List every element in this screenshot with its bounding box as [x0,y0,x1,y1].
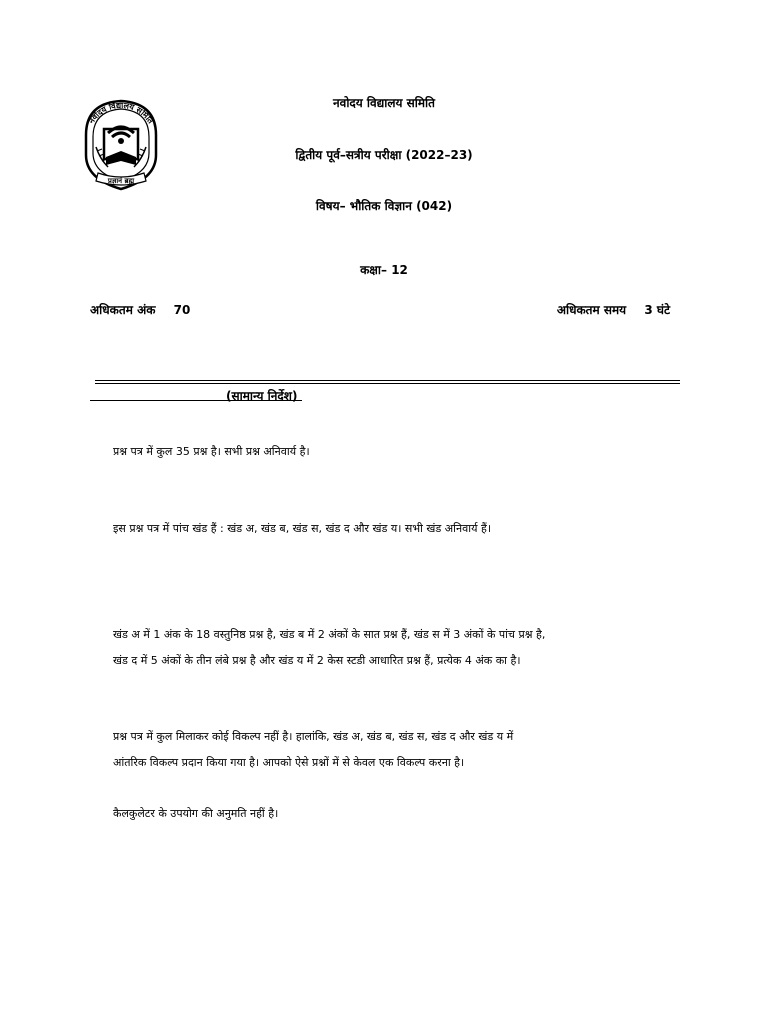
instruction-paragraph [113,801,673,827]
class-title: कक्षा– 12 [360,263,408,277]
max-time [557,301,670,318]
double-rule-bottom [95,383,680,384]
max-marks-label: अधिकतम अंक [90,303,156,317]
instruction-paragraph [113,516,673,542]
instruction-text: खंड द में 5 अंकों के तीन लंबे प्रश्न है और खंड य में 2 केस स्टडी आधारित प्रश्न हैं, प्रत्येक 4 अंक का है। [113,654,521,667]
instruction-paragraph [113,622,673,674]
instruction-text: कैलकुलेटर के उपयोग की अनुमति नहीं है। [113,807,279,820]
max-marks [90,301,190,318]
instructions-heading: (सामान्य निर्देश) [226,389,298,403]
instruction-text: प्रश्न पत्र में कुल मिलाकर कोई विकल्प नहीं है। हालांकि, खंड अ, खंड ब, खंड स, खंड द और खंड य में [113,730,514,743]
instruction-paragraph [113,724,673,776]
instruction-text: प्रश्न पत्र में कुल 35 प्रश्न है। सभी प्रश्न अनिवार्य है। [113,445,310,458]
max-marks-value: 70 [173,303,191,317]
instruction-text: इस प्रश्न पत्र में पांच खंड हैं : खंड अ, खंड ब, खंड स, खंड द और खंड य। सभी खंड अनिवार्य हैं। [113,522,491,535]
instruction-paragraph [113,439,673,465]
exam-title: द्वितीय पूर्व–सत्रीय परीक्षा (2022–23) [295,148,473,162]
organization-title: नवोदय विद्यालय समिति [332,96,436,110]
max-time-label: अधिकतम समय [556,303,627,317]
instructions-heading-underline [90,400,302,401]
svg-text:प्रज्ञानं ब्रह्म: प्रज्ञानं ब्रह्म [107,177,135,185]
max-time-value: 3 घंटे [644,303,670,317]
instruction-text: खंड अ में 1 अंक के 18 वस्तुनिष्ठ प्रश्न है, खंड ब में 2 अंकों के सात प्रश्न हैं, खंड स में 3 अंकों के पांच प्रश्न है, [113,628,546,641]
double-rule-top [95,380,680,381]
subject-title: विषय– भौतिक विज्ञान (042) [315,199,453,213]
svg-text:नवोदय विद्यालय समिति: नवोदय विद्यालय समिति [86,100,156,126]
instruction-text: आंतरिक विकल्प प्रदान किया गया है। आपको ऐसे प्रश्नों में से केवल एक विकल्प करना है। [113,756,465,769]
